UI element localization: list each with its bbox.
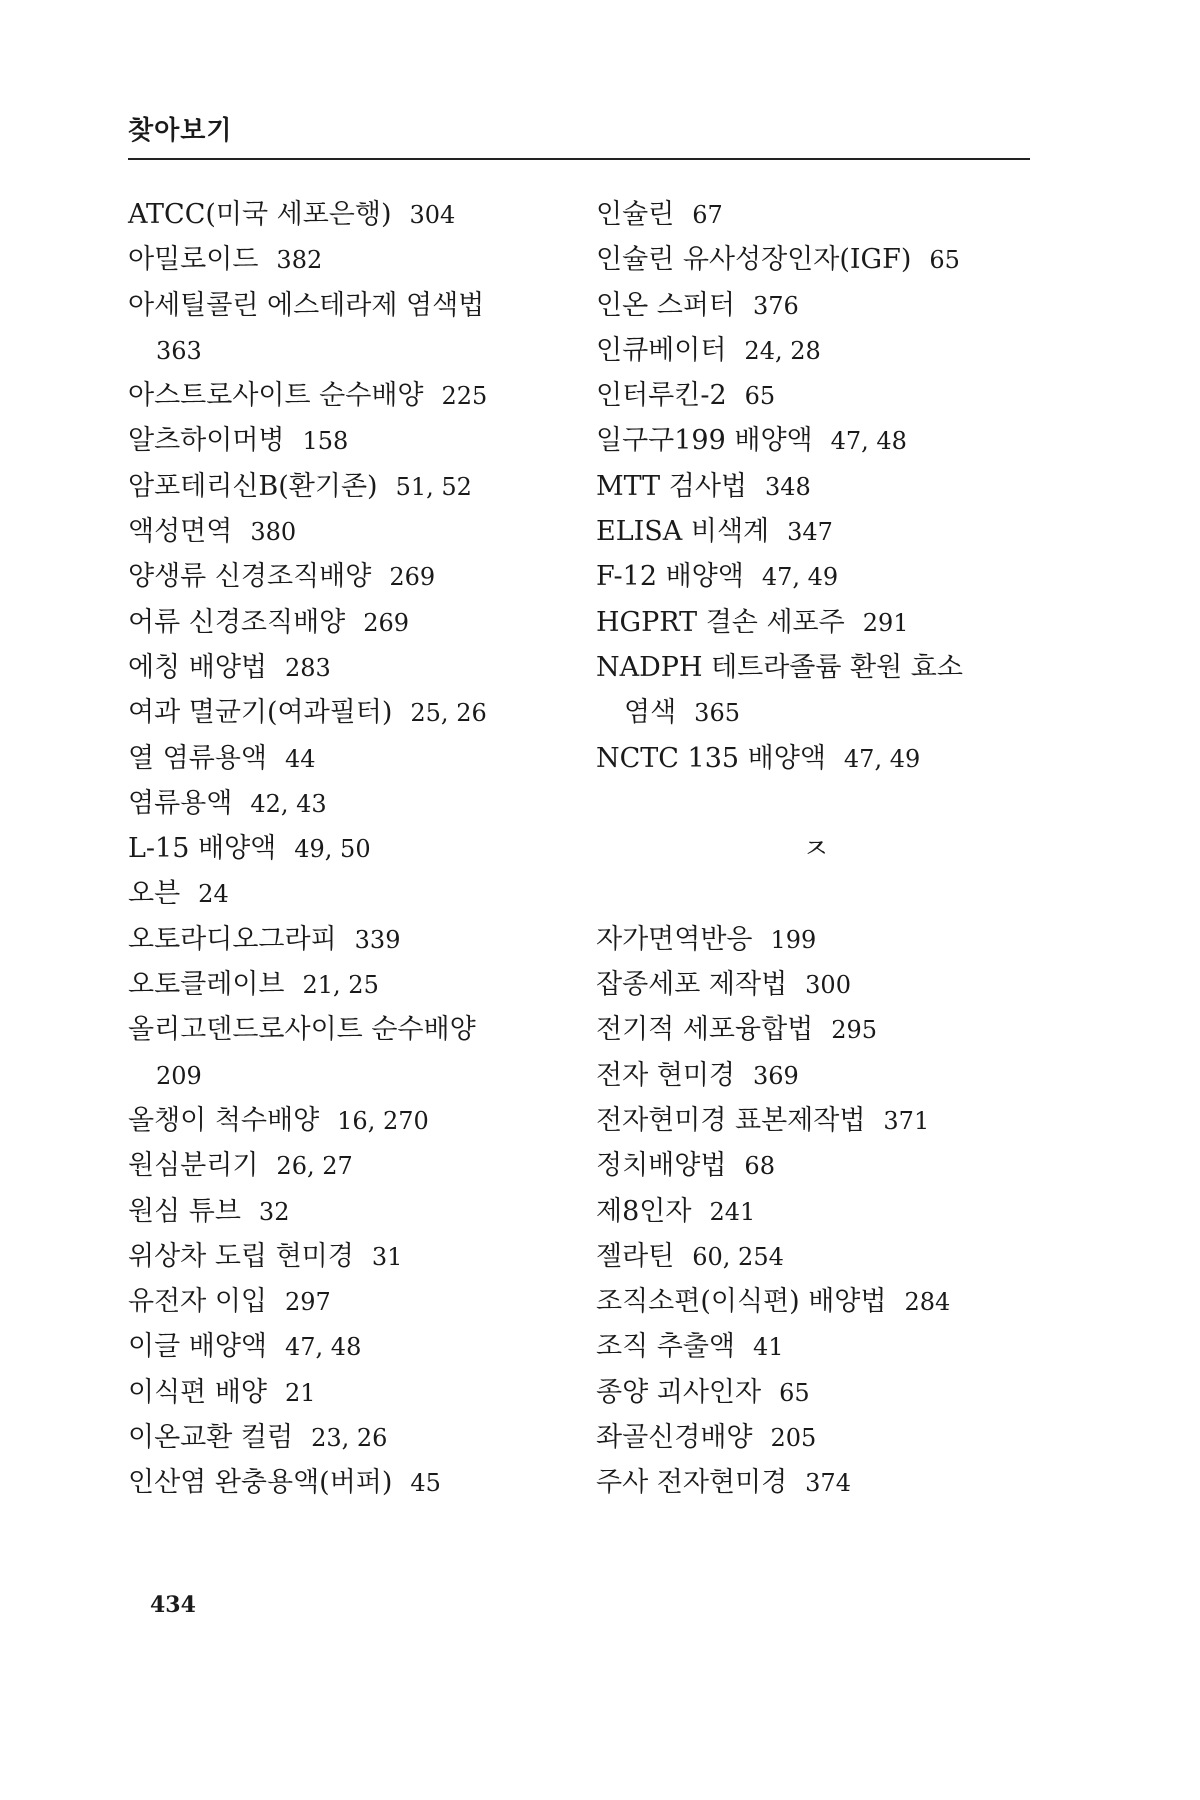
index-page-refs: 24 bbox=[198, 880, 229, 909]
index-page-refs: 25, 26 bbox=[410, 699, 487, 728]
index-page-refs: 65 bbox=[929, 246, 960, 275]
index-page-refs: 47, 48 bbox=[830, 427, 907, 456]
index-entry bbox=[596, 283, 1036, 328]
index-entry bbox=[128, 1279, 568, 1324]
index-term: 올리고덴드로사이트 순수배양 bbox=[128, 1014, 476, 1046]
index-term: 인슐린 bbox=[596, 199, 675, 230]
header-rule bbox=[128, 158, 1030, 160]
index-term: 젤라틴 bbox=[596, 1240, 675, 1272]
index-entry bbox=[128, 736, 568, 781]
index-page-refs: 304 bbox=[409, 201, 456, 229]
index-term: NCTC 135 배양액 bbox=[596, 742, 826, 774]
index-spacer bbox=[596, 781, 1036, 826]
index-term: 인큐베이터 bbox=[596, 334, 727, 366]
index-term: 이온교환 컬럼 bbox=[128, 1422, 294, 1454]
index-term: 오토라디오그라피 bbox=[128, 923, 337, 955]
index-entry bbox=[128, 509, 568, 554]
index-term: 이식편 배양 bbox=[128, 1376, 267, 1408]
index-page-refs: 47, 48 bbox=[285, 1333, 362, 1362]
index-entry bbox=[596, 1370, 1036, 1415]
index-page-refs: 158 bbox=[302, 427, 349, 456]
index-page-refs: 41 bbox=[753, 1333, 784, 1362]
index-page-refs: 47, 49 bbox=[761, 563, 839, 592]
index-entry bbox=[128, 192, 568, 237]
index-page-refs: 65 bbox=[779, 1378, 810, 1407]
index-term: NADPH 테트라졸륨 환원 효소 bbox=[596, 651, 963, 683]
index-entry bbox=[596, 1324, 1036, 1369]
index-term: 오븐 bbox=[128, 878, 181, 910]
index-page-refs: 348 bbox=[765, 472, 811, 501]
index-term: 위상차 도립 현미경 bbox=[128, 1240, 354, 1272]
index-term: 제8인자 bbox=[596, 1195, 692, 1227]
index-entry bbox=[596, 600, 1036, 645]
index-entry bbox=[128, 917, 568, 962]
index-term: 인온 스퍼터 bbox=[596, 289, 735, 321]
index-term: 일구구199 배양액 bbox=[596, 425, 813, 457]
page-number: 434 bbox=[150, 1592, 196, 1618]
index-entry bbox=[128, 1189, 568, 1234]
index-page-refs: 339 bbox=[354, 925, 401, 954]
index-page-refs: 382 bbox=[276, 246, 323, 275]
index-page-refs: 23, 26 bbox=[311, 1424, 388, 1453]
index-entry-continuation bbox=[128, 328, 568, 373]
index-entry bbox=[128, 645, 568, 690]
index-entry bbox=[596, 1279, 1036, 1324]
index-page-refs: 297 bbox=[285, 1288, 331, 1317]
index-term: 원심분리기 bbox=[128, 1150, 259, 1182]
index-term: 주사 전자현미경 bbox=[596, 1467, 788, 1499]
index-entry bbox=[596, 736, 1036, 781]
index-term: 정치배양법 bbox=[596, 1150, 727, 1182]
index-page-refs: 32 bbox=[258, 1197, 290, 1226]
index-column-left bbox=[128, 192, 568, 1506]
index-section-heading: ㅈ bbox=[802, 832, 830, 866]
index-entry bbox=[128, 1098, 568, 1143]
index-term: 인슐린 유사성장인자(IGF) bbox=[596, 244, 912, 276]
index-page-refs: 26, 27 bbox=[276, 1152, 353, 1181]
index-page-refs: 42, 43 bbox=[250, 789, 327, 818]
index-column-right bbox=[596, 192, 1036, 1506]
index-entry bbox=[128, 283, 568, 328]
index-entry bbox=[596, 192, 1036, 237]
index-entry bbox=[596, 1143, 1036, 1188]
index-term: 염색 bbox=[624, 697, 677, 729]
index-term: ELISA 비색계 bbox=[596, 516, 770, 548]
index-term: 아스트로사이트 순수배양 bbox=[128, 380, 424, 412]
index-term: 알츠하이머병 bbox=[128, 425, 285, 457]
index-entry bbox=[596, 509, 1036, 554]
index-term: 아밀로이드 bbox=[128, 244, 259, 276]
index-term: L-15 배양액 bbox=[128, 833, 277, 865]
index-term: 전자현미경 표본제작법 bbox=[596, 1104, 866, 1136]
index-term: 에칭 배양법 bbox=[128, 651, 267, 683]
index-entry bbox=[596, 464, 1036, 509]
index-entry bbox=[128, 1143, 568, 1188]
index-term: 조직 추출액 bbox=[596, 1331, 735, 1363]
index-entry bbox=[128, 871, 568, 916]
index-page-refs: 291 bbox=[862, 608, 909, 637]
index-entry bbox=[128, 826, 568, 871]
index-page-refs: 365 bbox=[694, 699, 740, 728]
index-spacer bbox=[596, 871, 1036, 916]
index-page-refs: 269 bbox=[389, 563, 436, 592]
index-entry bbox=[596, 917, 1036, 962]
index-page-refs: 369 bbox=[753, 1061, 799, 1090]
index-entry bbox=[128, 237, 568, 282]
index-page-refs: 60, 254 bbox=[692, 1242, 784, 1271]
index-entry bbox=[596, 554, 1036, 599]
index-entry bbox=[596, 1415, 1036, 1460]
index-page-refs: 199 bbox=[770, 925, 817, 954]
index-page-refs: 283 bbox=[285, 653, 331, 682]
index-term: HGPRT 결손 세포주 bbox=[596, 606, 845, 638]
index-term: 잡종세포 제작법 bbox=[596, 969, 788, 1001]
index-page-refs: 31 bbox=[371, 1242, 403, 1271]
index-page-refs: 16, 270 bbox=[337, 1106, 429, 1135]
index-term: 염류용액 bbox=[128, 787, 233, 819]
index-page-refs: 300 bbox=[805, 971, 851, 1000]
index-entry bbox=[596, 1189, 1036, 1234]
index-entry bbox=[128, 373, 568, 418]
index-entry bbox=[128, 781, 568, 826]
index-term: 인산염 완충용액(버퍼) bbox=[128, 1467, 393, 1499]
index-page-refs: 24, 28 bbox=[744, 336, 821, 365]
index-page-refs: 65 bbox=[744, 382, 776, 411]
index-term: 좌골신경배양 bbox=[596, 1422, 753, 1454]
index-entry bbox=[596, 1098, 1036, 1143]
index-page-refs: 21 bbox=[285, 1378, 316, 1407]
index-entry bbox=[596, 418, 1036, 463]
index-page-refs: 374 bbox=[805, 1469, 851, 1498]
index-entry bbox=[128, 1415, 568, 1460]
index-entry bbox=[596, 962, 1036, 1007]
index-term: 양생류 신경조직배양 bbox=[128, 561, 372, 593]
index-page-refs: 45 bbox=[410, 1469, 441, 1498]
index-page-refs: 380 bbox=[250, 518, 297, 547]
index-entry bbox=[128, 1460, 568, 1505]
index-page-refs: 21, 25 bbox=[302, 971, 379, 1000]
index-term: MTT 검사법 bbox=[596, 470, 747, 502]
index-term: 열 염류용액 bbox=[128, 742, 267, 774]
index-term: 오토클레이브 bbox=[128, 969, 285, 1001]
index-page-refs: 269 bbox=[363, 608, 410, 637]
index-page-refs: 376 bbox=[753, 291, 799, 320]
index-entry bbox=[128, 418, 568, 463]
index-page-refs: 284 bbox=[904, 1288, 951, 1317]
index-page-refs: 209 bbox=[156, 1061, 202, 1090]
index-page-refs: 371 bbox=[883, 1106, 930, 1135]
index-entry-continuation bbox=[596, 690, 1036, 735]
index-entry bbox=[128, 1370, 568, 1415]
index-entry-continuation bbox=[128, 1053, 568, 1098]
index-entry bbox=[596, 1007, 1036, 1052]
index-entry bbox=[596, 1460, 1036, 1505]
index-term: F-12 배양액 bbox=[596, 561, 744, 593]
index-entry bbox=[596, 1053, 1036, 1098]
index-entry bbox=[128, 464, 568, 509]
index-entry bbox=[128, 1324, 568, 1369]
index-term: 암포테리신B(환기존) bbox=[128, 470, 378, 502]
index-page-refs: 241 bbox=[709, 1197, 756, 1226]
index-page-refs: 295 bbox=[831, 1016, 878, 1045]
index-page-refs: 44 bbox=[285, 744, 316, 773]
index-entry bbox=[128, 554, 568, 599]
index-entry bbox=[128, 600, 568, 645]
index-entry bbox=[596, 373, 1036, 418]
index-entry bbox=[128, 1007, 568, 1052]
index-entry bbox=[128, 1234, 568, 1279]
index-page-refs: 363 bbox=[156, 336, 202, 365]
index-entry bbox=[128, 962, 568, 1007]
index-term: 원심 튜브 bbox=[128, 1195, 241, 1227]
index-term: ATCC(미국 세포은행) bbox=[128, 199, 392, 230]
index-entry bbox=[596, 1234, 1036, 1279]
index-term: 종양 괴사인자 bbox=[596, 1376, 762, 1408]
index-term: 유전자 이입 bbox=[128, 1286, 267, 1318]
index-term: 어류 신경조직배양 bbox=[128, 606, 346, 638]
index-entry bbox=[596, 645, 1036, 690]
index-term: 조직소편(이식편) 배양법 bbox=[596, 1286, 887, 1318]
index-term: 여과 멸균기(여과필터) bbox=[128, 697, 393, 729]
index-entry bbox=[128, 690, 568, 735]
index-term: 전자 현미경 bbox=[596, 1059, 735, 1091]
index-page-refs: 67 bbox=[692, 201, 723, 229]
index-term: 액성면역 bbox=[128, 516, 233, 548]
index-term: 아세틸콜린 에스테라제 염색법 bbox=[128, 289, 485, 321]
index-term: 자가면역반응 bbox=[596, 923, 753, 955]
index-page-refs: 205 bbox=[770, 1424, 817, 1453]
index-entry bbox=[596, 237, 1036, 282]
index-page-refs: 47, 49 bbox=[843, 744, 921, 773]
index-term: 이글 배양액 bbox=[128, 1331, 267, 1363]
index-page-refs: 347 bbox=[787, 518, 833, 547]
index-page-refs: 225 bbox=[441, 382, 488, 411]
index-term: 인터루킨-2 bbox=[596, 380, 727, 412]
index-term: 올챙이 척수배양 bbox=[128, 1104, 320, 1136]
index-page-refs: 49, 50 bbox=[294, 835, 371, 864]
page-header-title: 찾아보기 bbox=[128, 116, 233, 146]
index-term: 전기적 세포융합법 bbox=[596, 1014, 814, 1046]
index-page-refs: 51, 52 bbox=[395, 472, 472, 501]
index-page-refs: 68 bbox=[744, 1152, 775, 1181]
index-entry bbox=[596, 328, 1036, 373]
